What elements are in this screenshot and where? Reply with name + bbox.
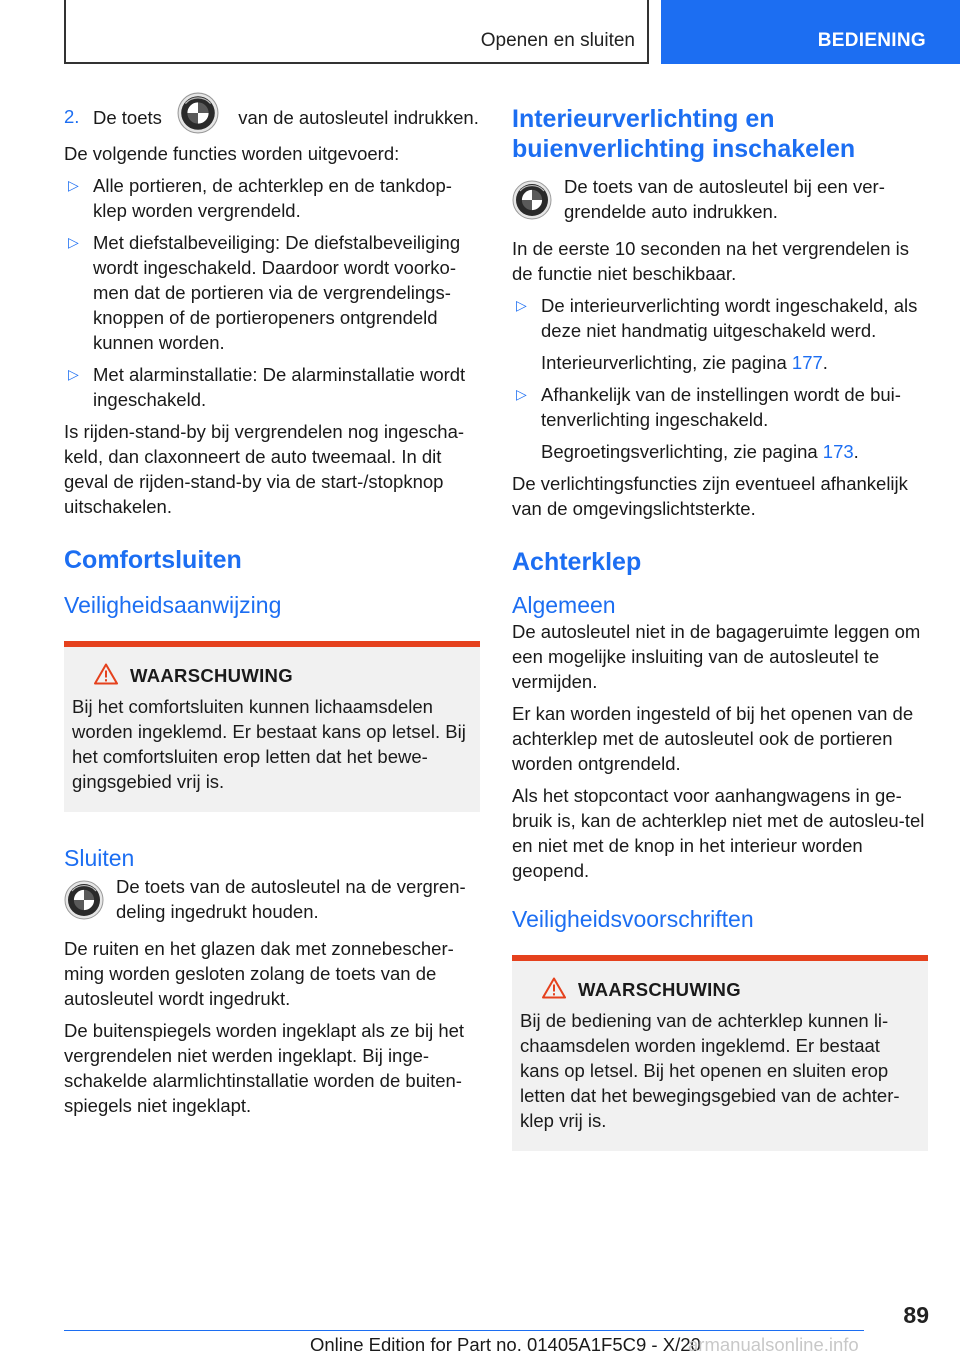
page-reference xyxy=(512,350,928,375)
general-paragraph-1: De autosleutel niet in de bagageruimte leggen om een mogelijke insluiting van de autosleutel te vermijden. xyxy=(512,621,921,692)
bmw-key-button-icon xyxy=(177,92,219,134)
triangle-bullet-icon: ▷ xyxy=(68,366,79,382)
heading-algemeen: Algemeen xyxy=(512,592,616,618)
reference-text: Interieurverlichting, zie pagina xyxy=(541,352,787,373)
list-item-text: Alle portieren, de achterklep en de tankdop-klep worden vergrendeld. xyxy=(93,175,452,221)
general-paragraph-2: Er kan worden ingesteld of bij het openen van de achterklep met de autosleutel ook de portieren worden ontgrendeld. xyxy=(512,703,914,774)
list-item-text: Met diefstalbeveiliging: De diefstalbeveiliging wordt ingeschakeld. Daardoor wordt voorko-men dat de portieren via de vergrendelings-knoppen of de portieropeners ontgrendeld kunnen worden. xyxy=(93,232,461,353)
footer-rule xyxy=(64,1330,864,1331)
mirrors-paragraph: De buitenspiegels worden ingeklapt als ze bij het vergrendelen niet werden ingeklapt. Bij inge-schakelde alarmlichtinstallatie worden de buiten-spiegels niet ingeklapt. xyxy=(64,1020,465,1116)
page-number: 89 xyxy=(903,1302,929,1328)
step-2 xyxy=(64,104,480,134)
general-paragraph-3: Als het stopcontact voor aanhangwagens in ge-bruik is, kan de achterklep niet met de autosleu-tel en niet met de knop in het interieur worden geopend. xyxy=(512,785,925,881)
warning-title-text: WAARSCHUWING xyxy=(578,979,741,1000)
windows-paragraph: De ruiten en het glazen dak met zonnebescher-ming worden gesloten zolang de toets van de autosleutel wordt ingedrukt. xyxy=(64,938,454,1009)
heading-lighting: Interieurverlichting en buienverlichting inschakelen xyxy=(512,105,856,163)
warning-box xyxy=(512,955,928,1151)
warning-text: Bij het comfortsluiten kunnen lichaamsdelen worden ingeklemd. Er bestaat kans op letsel. Bij het comfortsluiten erop letten dat het bewe-gingsgebied vrij is. xyxy=(72,696,466,792)
step-text-after: van de autosleutel indrukken. xyxy=(238,106,479,128)
list-item-text: Met alarminstallatie: De alarminstallatie wordt ingeschakeld. xyxy=(93,364,466,410)
reference-end: . xyxy=(822,352,828,373)
functions-intro: De volgende functies worden uitgevoerd: xyxy=(64,143,400,164)
page-link-173[interactable]: 173 xyxy=(822,441,854,462)
warning-triangle-icon xyxy=(94,663,118,685)
left-column xyxy=(64,104,480,1125)
footer-watermark: armanualsonline.info xyxy=(688,1334,859,1355)
triangle-bullet-icon: ▷ xyxy=(516,386,527,402)
page-link-177[interactable]: 177 xyxy=(791,352,823,373)
page-reference xyxy=(512,439,928,464)
bmw-key-button-icon xyxy=(512,180,552,220)
close-instruction xyxy=(64,874,480,924)
header-chapter-label: BEDIENING xyxy=(817,30,926,51)
warning-text: Bij de bediening van de achterklep kunnen li-chaamsdelen worden ingeklemd. Er bestaat kans op letsel. Bij het openen en sluiten erop letten dat het bewegingsgebied van de achter-klep vrij is. xyxy=(520,1010,900,1131)
heading-achterklep: Achterklep xyxy=(512,548,642,576)
footer-edition: Online Edition for Part no. 01405A1F5C9 - X/20 xyxy=(310,1334,701,1355)
list-item-text: Afhankelijk van de instellingen wordt de bui-tenverlichting ingeschakeld. xyxy=(541,384,901,430)
warning-title xyxy=(520,977,920,1002)
close-instruction-text: De toets van de autosleutel na de vergren-deling ingedrukt houden. xyxy=(116,876,466,922)
warning-box xyxy=(64,641,480,812)
warning-triangle-icon xyxy=(542,977,566,999)
triangle-bullet-icon: ▷ xyxy=(68,177,79,193)
list-item xyxy=(64,362,480,412)
warning-title xyxy=(72,663,472,688)
lighting-instruction xyxy=(512,174,928,224)
triangle-bullet-icon: ▷ xyxy=(516,297,527,313)
heading-veiligheidsvoorschriften: Veiligheidsvoorschriften xyxy=(512,906,754,932)
heading-sluiten: Sluiten xyxy=(64,845,135,871)
lighting-instruction-text: De toets van de autosleutel bij een ver-grendelde auto indrukken. xyxy=(564,176,885,222)
warning-title-text: WAARSCHUWING xyxy=(130,665,293,686)
list-item xyxy=(512,382,928,432)
right-column xyxy=(512,104,928,1183)
functions-paragraph: De verlichtingsfuncties zijn eventueel afhankelijk van de omgevingslichtsterkte. xyxy=(512,473,908,519)
list-item xyxy=(512,293,928,343)
list-item xyxy=(64,230,480,355)
triangle-bullet-icon: ▷ xyxy=(68,234,79,250)
step-number: 2. xyxy=(64,106,80,127)
heading-veiligheidsaanwijzing: Veiligheidsaanwijzing xyxy=(64,592,282,618)
header-chapter-tab[interactable] xyxy=(661,0,960,64)
ten-seconds-paragraph: In de eerste 10 seconden na het vergrendelen is de functie niet beschikbaar. xyxy=(512,238,910,284)
step-text-before: De toets xyxy=(93,106,162,128)
standby-paragraph: Is rijden-stand-by bij vergrendelen nog ingescha-keld, dan claxonneert de auto tweemaal. In dit geval de rijden-stand-by via de start-/stopknop uitschakelen. xyxy=(64,421,465,517)
header-section-title: Openen en sluiten xyxy=(480,30,635,51)
list-item-text: De interieurverlichting wordt ingeschakeld, als deze niet handmatig uitgeschakeld werd. xyxy=(541,295,918,341)
reference-end: . xyxy=(853,441,859,462)
list-item xyxy=(64,173,480,223)
reference-text: Begroetingsverlichting, zie pagina xyxy=(541,441,818,462)
bmw-key-button-icon xyxy=(64,880,104,920)
heading-comfortsluiten: Comfortsluiten xyxy=(64,546,242,574)
